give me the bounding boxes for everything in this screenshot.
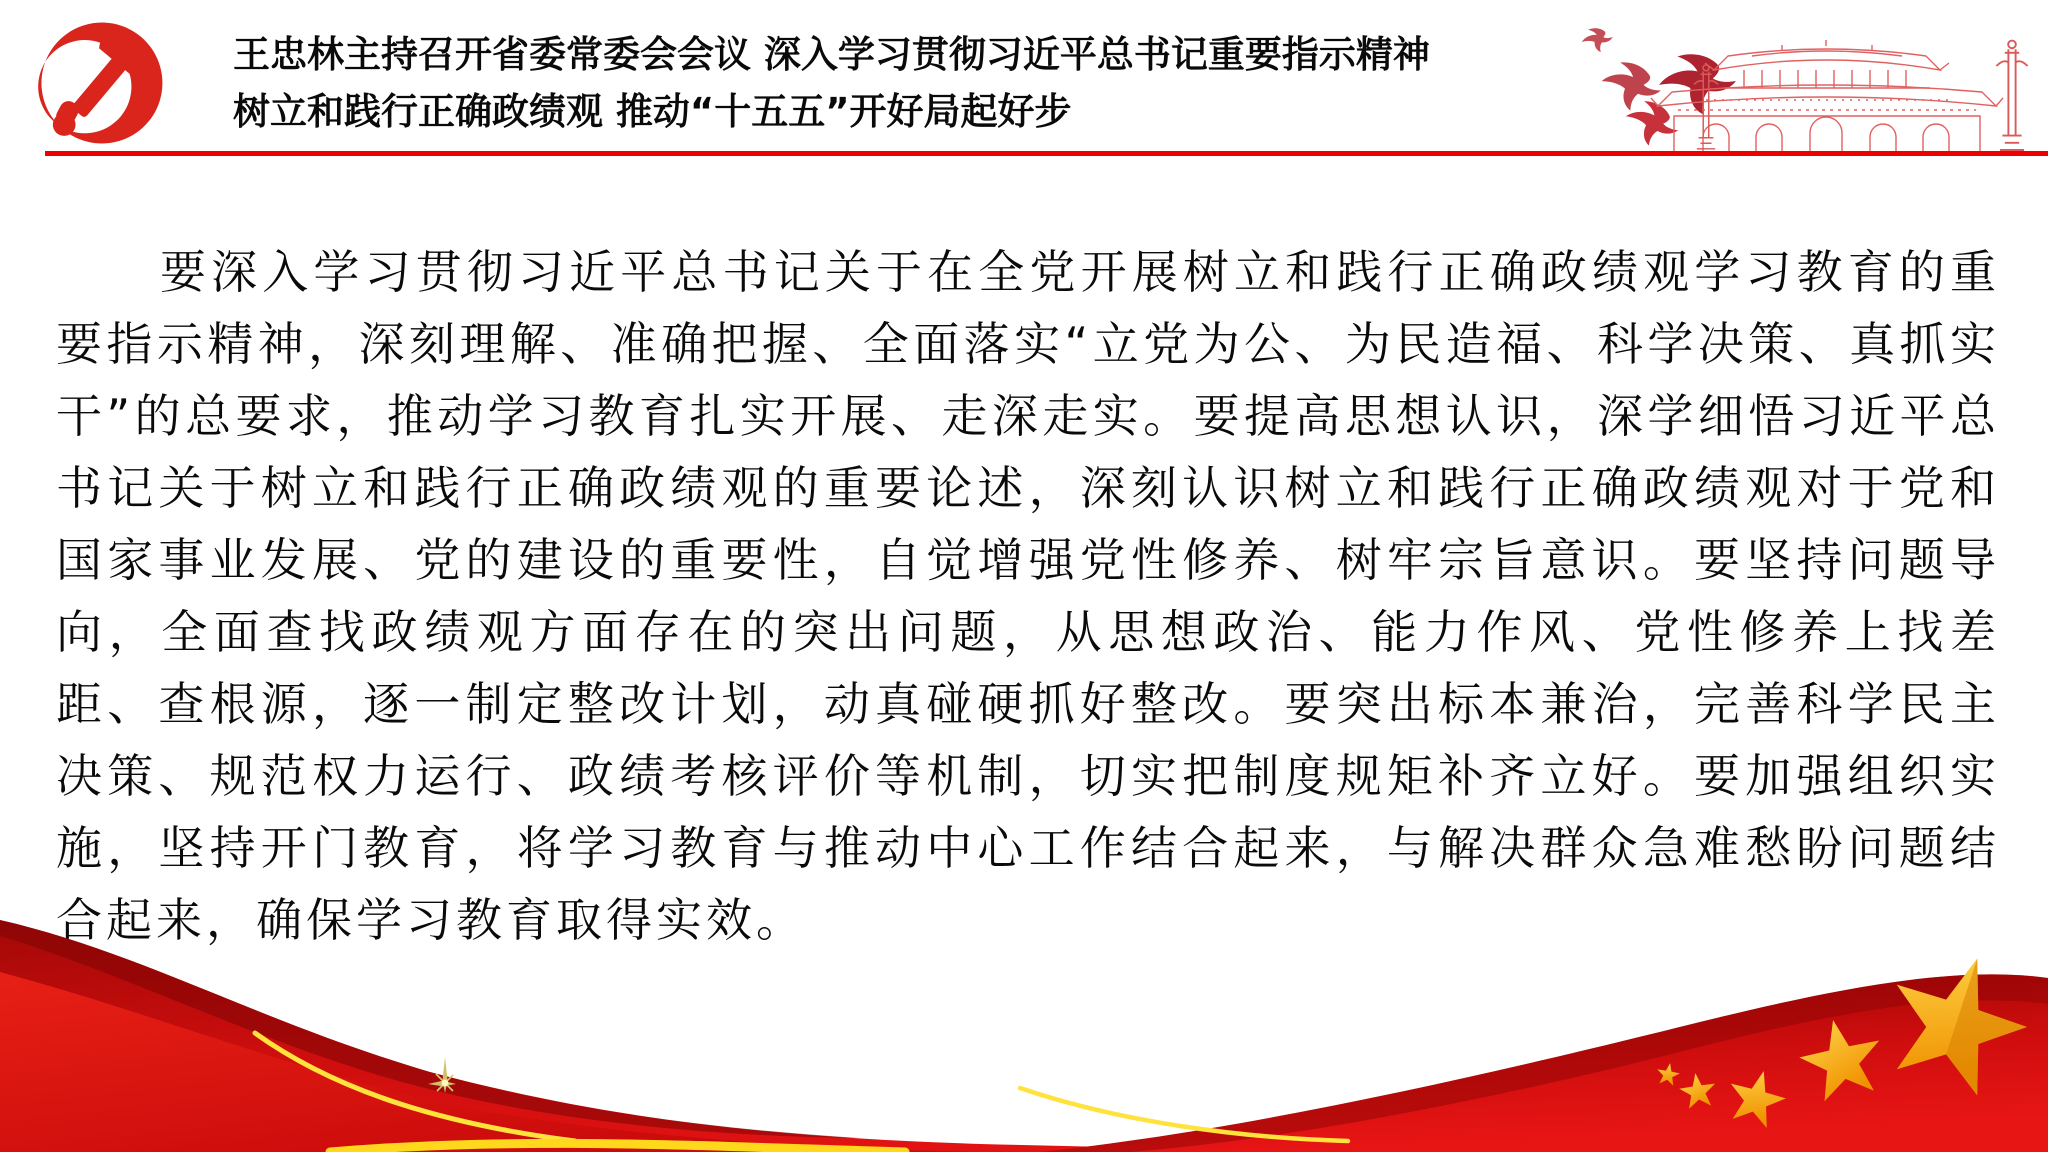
red-divider-line [45,151,2048,156]
title-line-2: 树立和践行正确政绩观 推动“十五五”开好局起好步 [233,90,1072,133]
ribbon-footer-art [0,912,2048,1152]
party-emblem-icon [38,20,166,146]
header-title [233,26,1633,140]
red-ribbon-right [1020,974,2048,1152]
huabiao-right-icon [1996,41,2027,150]
title-line-1: 王忠林主持召开省委常委会会议 深入学习贯彻习近平总书记重要指示精神 [233,33,1430,76]
doves-and-tiananmen-art [1556,4,2048,158]
body-paragraph: 要深入学习贯彻习近平总书记关于在全党开展树立和践行正确政绩观学习教育的重要指示精神，深刻理解、准确把握、全面落实“立党为公、为民造福、科学决策、真抓实干”的总要求，推动学习教育扎实开展、走深走实。要提高思想认识，深学细悟习近平总书记关于树立和践行正确政绩观的重要论述，深刻认识树立和践行正确政绩观对于党和国家事业发展、党的建设的重要性，自觉增强党性修养、树牢宗旨意识。要坚持问题导向，全面查找政绩观方面存在的突出问题，从思想政治、能力作风、党性修养上找差距、查根源，逐一制定整改计划，动真碰硬抓好整改。要突出标本兼治，完善科学民主决策、规范权力运行、政绩考核评价等机制，切实把制度规矩补齐立好。要加强组织实施，坚持开门教育，将学习教育与推动中心工作结合起来，与解决群众急难愁盼问题结合起来，确保学习教育取得实效。 [56,245,2000,947]
